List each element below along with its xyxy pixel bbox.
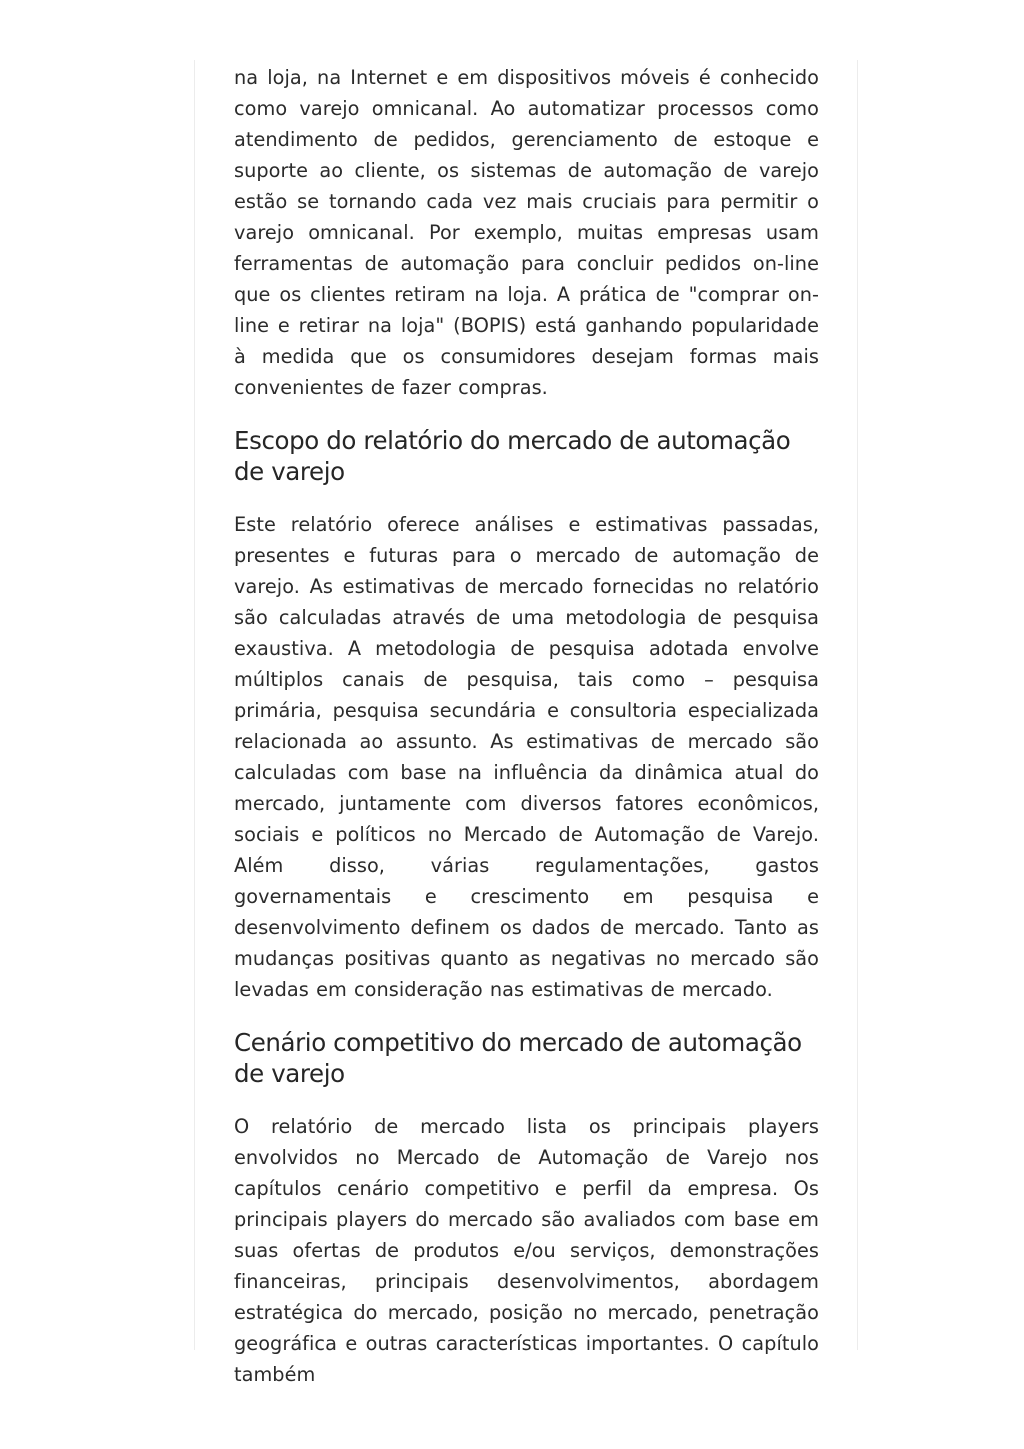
section-heading-competitive: Cenário competitivo do mercado de automação de varejo <box>234 1028 802 1088</box>
article-body <box>234 60 819 1390</box>
intro-paragraph: na loja, na Internet e em dispositivos móveis é conhecido como varejo omnicanal. Ao automatizar processos como atendimento de pedidos, gerenciamento de estoque e suporte ao cliente, os sistemas de automação de varejo estão se tornando cada vez mais cruciais para permitir o varejo omnicanal. Por exemplo, muitas empresas usam ferramentas de automação para concluir pedidos on-line que os clientes retiram na loja. A prática de "comprar on-line e retirar na loja" (BOPIS) está ganhando popularidade à medida que os consumidores desejam formas mais convenientes de fazer compras. <box>234 66 819 399</box>
section-paragraph-scope: Este relatório oferece análises e estimativas passadas, presentes e futuras para o mercado de automação de varejo. As estimativas de mercado fornecidas no relatório são calculadas através de uma metodologia de pesquisa exaustiva. A metodologia de pesquisa adotada envolve múltiplos canais de pesquisa, tais como – pesquisa primária, pesquisa secundária e consultoria especializada relacionada ao assunto. As estimativas de mercado são calculadas com base na influência da dinâmica atual do mercado, juntamente com diversos fatores econômicos, sociais e políticos no Mercado de Automação de Varejo. Além disso, várias regulamentações, gastos governamentais e crescimento em pesquisa e desenvolvimento definem os dados de mercado. Tanto as mudanças positivas quanto as negativas no mercado são levadas em consideração nas estimativas de mercado. <box>234 513 819 1001</box>
section-paragraph-competitive: O relatório de mercado lista os principais players envolvidos no Mercado de Automação de Varejo nos capítulos cenário competitivo e perfil da empresa. Os principais players do mercado são avaliados com base em suas ofertas de produtos e/ou serviços, demonstrações financeiras, principais desenvolvimentos, abordagem estratégica do mercado, posição no mercado, penetração geográfica e outras características importantes. O capítulo também <box>234 1115 819 1386</box>
section-heading-scope: Escopo do relatório do mercado de automação de varejo <box>234 426 791 486</box>
document-page <box>194 60 858 1386</box>
